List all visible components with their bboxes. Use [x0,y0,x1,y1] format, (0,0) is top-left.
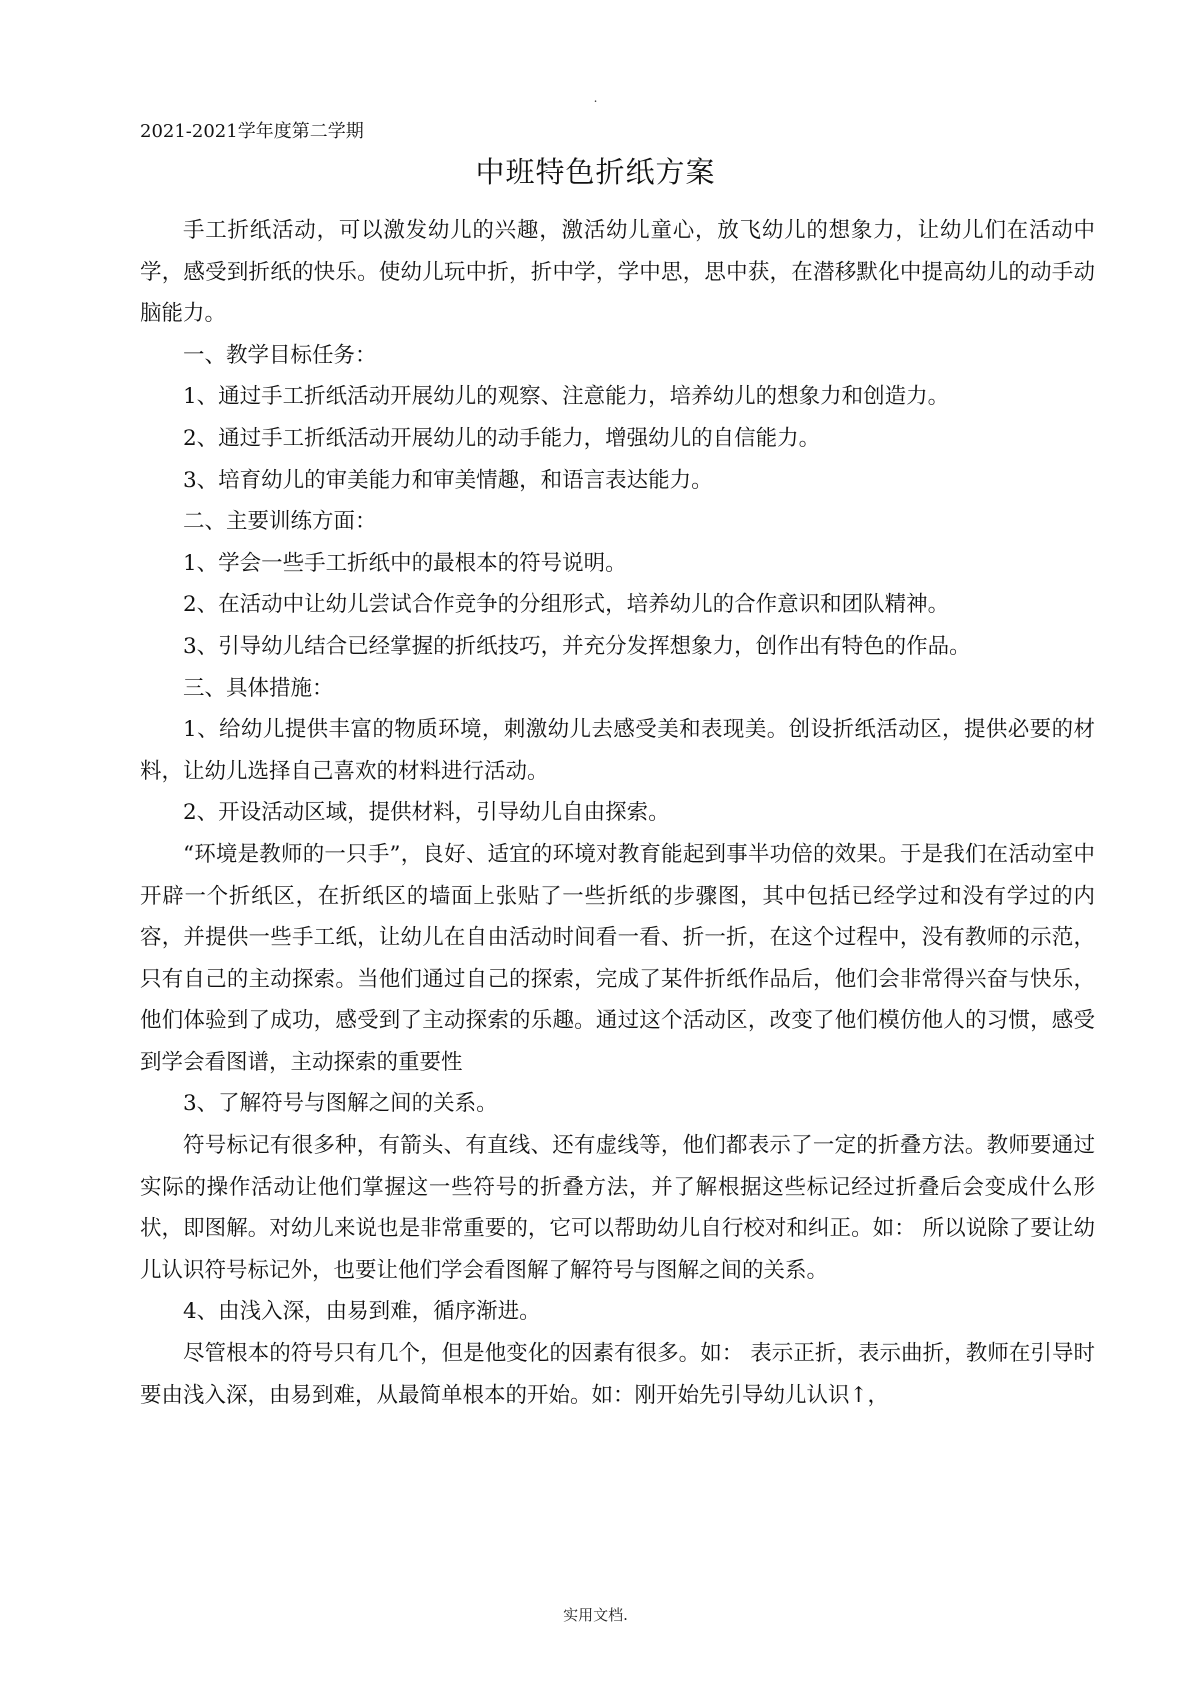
goal-item-2: 2、通过手工折纸活动开展幼儿的动手能力，增强幼儿的自信能力。 [183,425,821,451]
training-item-2: 2、在活动中让幼儿尝试合作竞争的分组形式，培养幼儿的合作意识和团队精神。 [183,592,950,618]
measure-item-3: 3、了解符号与图解之间的关系。 [183,1091,498,1117]
goal-item-1: 1、通过手工折纸活动开展幼儿的观察、注意能力，培养幼儿的想象力和创造力。 [183,384,950,410]
goal-item-3: 3、培育幼儿的审美能力和审美情趣，和语言表达能力。 [183,467,713,493]
training-item-1: 1、学会一些手工折纸中的最根本的符号说明。 [183,550,627,576]
training-item-3: 3、引导幼儿结合已经掌握的折纸技巧，并充分发挥想象力，创作出有特色的作品。 [183,633,971,659]
intro-paragraph: 手工折纸活动，可以激发幼儿的兴趣，激活幼儿童心，放飞幼儿的想象力，让幼儿们在活动中学，感受到折纸的快乐。使幼儿玩中折，折中学，学中思，思中获，在潜移默化中提高幼儿的动手动脑能力。 [140,218,1095,327]
semester-label: 2021-2021学年度第二学期 [140,121,364,142]
section-heading-measures: 三、具体措施： [183,675,334,701]
document-body [140,210,1095,1416]
section-heading-training: 二、主要训练方面： [183,509,377,535]
document-title: 中班特色折纸方案 [475,155,716,189]
symbols-paragraph: 符号标记有很多种，有箭头、有直线、还有虚线等，他们都表示了一定的折叠方法。教师要通过实际的操作活动让他们掌握这一些符号的折叠方法，并了解根据这些标记经过折叠后会变成什么形状，即图解。对幼儿来说也是非常重要的，它可以帮助幼儿自行校对和纠正。如： 所以说除了要让幼儿认识符号标记外，也要让他们学会看图解了解符号与图解之间的关系。 [140,1133,1095,1283]
progression-paragraph: 尽管根本的符号只有几个，但是他变化的因素有很多。如： 表示正折，表示曲折，教师在引导时要由浅入深，由易到难，从最简单根本的开始。如：刚开始先引导幼儿认识↑， [140,1341,1095,1408]
environment-paragraph: “环境是教师的一只手”，良好、适宜的环境对教育能起到事半功倍的效果。于是我们在活动室中开辟一个折纸区，在折纸区的墙面上张贴了一些折纸的步骤图，其中包括已经学过和没有学过的内容，并提供一些手工纸，让幼儿在自由活动时间看一看、折一折，在这个过程中，没有教师的示范，只有自己的主动探索。当他们通过自己的探索，完成了某件折纸作品后，他们会非常得兴奋与快乐，他们体验到了成功，感受到了主动探索的乐趣。通过这个活动区，改变了他们模仿他人的习惯，感受到学会看图谱，主动探索的重要性 [140,841,1095,1075]
measure-item-2: 2、开设活动区域，提供材料，引导幼儿自由探索。 [183,800,670,826]
page-footer: 实用文档. [563,1606,628,1624]
measure-item-1: 1、给幼儿提供丰富的物质环境，刺激幼儿去感受美和表现美。创设折纸活动区，提供必要的材料，让幼儿选择自己喜欢的材料进行活动。 [140,717,1095,784]
section-heading-goals: 一、教学目标任务： [183,342,377,368]
header-dot-mark: . [593,91,598,105]
measure-item-4: 4、由浅入深，由易到难，循序渐进。 [183,1299,541,1325]
